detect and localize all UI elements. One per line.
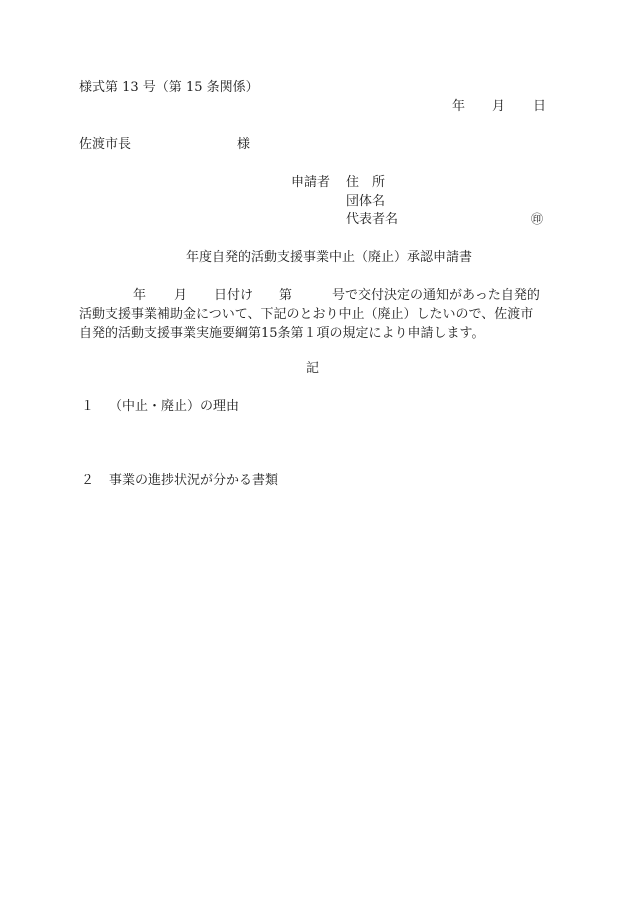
- applicant-address-label: 住 所: [346, 175, 386, 190]
- seal-mark: ㊞: [531, 212, 544, 226]
- applicant-group-label: 団体名: [346, 194, 386, 209]
- addressee-honorific: 様: [237, 137, 251, 152]
- form-number: 様式第 13 号（第 15 条関係）: [79, 80, 259, 95]
- date-day-label: 日: [533, 99, 547, 114]
- body-year-label: 年: [133, 288, 147, 303]
- body-day-dated-label: 日付け: [214, 288, 254, 303]
- item-2-number: ２: [81, 473, 95, 488]
- item-1-text: （中止・廃止）の理由: [109, 399, 240, 414]
- ki-heading: 記: [306, 361, 320, 376]
- addressee-name: 佐渡市長: [79, 137, 132, 152]
- body-number-prefix: 第: [279, 288, 293, 303]
- body-month-label: 月: [174, 288, 188, 303]
- date-year-label: 年: [452, 99, 466, 114]
- item-1-number: １: [81, 399, 95, 414]
- applicant-representative-label: 代表者名: [346, 212, 399, 227]
- date-month-label: 月: [492, 99, 506, 114]
- applicant-label: 申請者: [291, 175, 331, 190]
- body-line1-text: 号で交付決定の通知があった自発的: [332, 288, 540, 303]
- item-2-text: 事業の進捗状況が分かる書類: [109, 473, 279, 488]
- body-line3-text: 自発的活動支援事業実施要綱第15条第１項の規定により申請します。: [79, 326, 485, 341]
- document-title: 年度自発的活動支援事業中止（廃止）承認申請書: [186, 250, 473, 265]
- body-line2-text: 活動支援事業補助金について、下記のとおり中止（廃止）したいので、佐渡市: [79, 307, 534, 322]
